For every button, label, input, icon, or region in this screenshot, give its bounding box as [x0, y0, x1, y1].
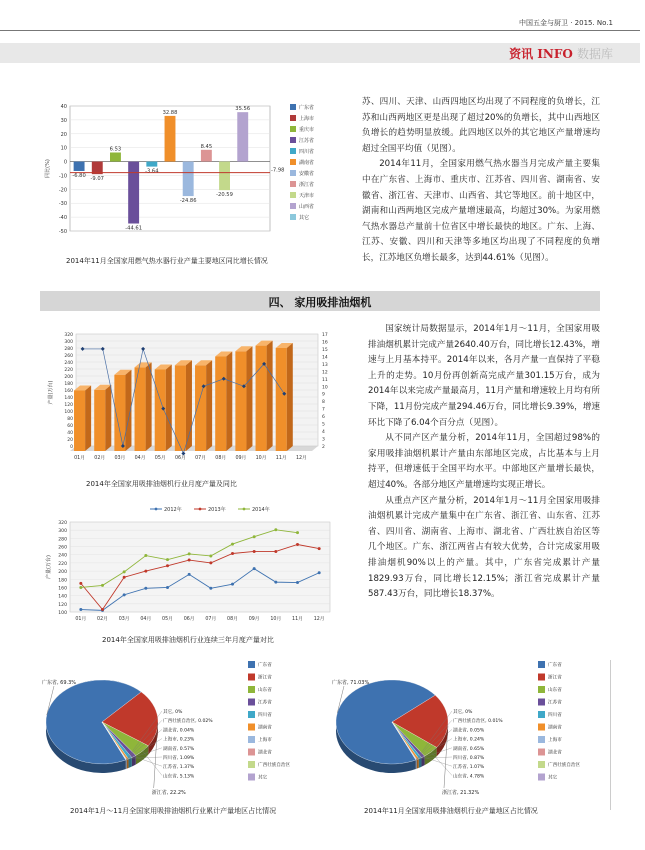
y-axis-label: 同比(%): [45, 159, 51, 178]
y-tick-label: 300: [64, 340, 73, 345]
bar-value-label: -6.80: [72, 173, 86, 179]
legend-label: 四川省: [258, 713, 272, 718]
label-leader: [143, 751, 162, 775]
bar-side: [105, 385, 111, 451]
y-tick-label: 60: [67, 424, 73, 429]
bar-value-label: 32.88: [162, 109, 178, 116]
pie-slice-side: [129, 758, 132, 768]
pie-label: 上海市, 0.24%: [453, 737, 485, 743]
x-tick-label: 06月: [183, 617, 195, 622]
series-point: [253, 535, 256, 538]
series-point: [253, 550, 256, 553]
series-point: [318, 547, 321, 550]
legend-label: 湖南省: [258, 725, 272, 731]
series-point: [123, 576, 126, 579]
bar-side: [226, 352, 232, 452]
y-tick-label: 260: [64, 354, 73, 359]
y-tick-label: 180: [64, 382, 73, 387]
legend-label: 湖北省: [258, 750, 272, 756]
section-header-gray: 数据库: [576, 47, 613, 61]
pie-label: 广西壮族自治区, 0.01%: [453, 719, 503, 725]
x-tick-label: 02月: [97, 617, 108, 622]
y-tick-label: 280: [58, 537, 67, 543]
y2-tick-label: 3: [322, 437, 325, 443]
chart-pie-cumulative: [40, 660, 310, 800]
legend-swatch: [248, 749, 255, 756]
y-tick-label: 30: [60, 117, 67, 124]
pie-label: 广西壮族自治区, 0.02%: [163, 719, 213, 725]
legend-swatch: [290, 159, 296, 165]
y2-tick-label: 13: [322, 362, 328, 368]
series-point: [231, 543, 234, 546]
pie-label: 其它, 0%: [163, 710, 183, 715]
y-tick-label: 240: [58, 553, 67, 559]
bar-side: [246, 346, 252, 451]
legend-swatch: [248, 686, 255, 693]
legend-swatch: [290, 115, 296, 121]
x-tick-label: 05月: [162, 617, 173, 622]
caption-chart4: 2014年1月～11月全国家用吸排油烟机行业累计产量地区占比情况: [70, 807, 277, 815]
bar-front: [74, 390, 85, 451]
y2-tick-label: 6: [322, 415, 325, 421]
y-tick-label: 120: [58, 602, 67, 608]
series-point: [296, 531, 299, 534]
y2-tick-label: 5: [322, 422, 325, 428]
pie-label: 湖南省, 0.57%: [163, 746, 195, 752]
pie-label: 湖北省, 0.05%: [453, 728, 485, 734]
legend-swatch: [538, 774, 545, 781]
x-tick-label: 11月: [292, 617, 303, 622]
series-point: [209, 587, 212, 590]
legend-label: 广东省: [299, 105, 315, 111]
top-paragraph-1: 苏、四川、天津、山西四地区均出现了不同程度的负增长，江苏和山西两地区更是出现了超过20%的负增长，其中山西地区负增长的趋势明显放缓。此四地区以外的其它地区产量增速均超过全国平均值（见图）。: [362, 97, 600, 154]
pie-label: 广东省, 71.03%: [332, 680, 370, 686]
x-tick-label: 09月: [235, 456, 247, 461]
legend-swatch: [248, 774, 255, 781]
y-tick-label: 40: [60, 104, 67, 110]
series-point: [144, 554, 147, 557]
series-point: [274, 581, 277, 584]
margin-rule: [610, 660, 611, 810]
section-heading-bar: [40, 291, 600, 311]
legend-label: 山东省: [258, 688, 272, 693]
y-tick-label: 120: [64, 403, 73, 408]
pie-label: 山东省, 4.78%: [453, 774, 485, 780]
series-point: [79, 608, 82, 611]
journal-issue: 中国五金与厨卫 · 2015. No.1: [518, 19, 613, 27]
x-tick-label: 06月: [174, 456, 186, 461]
legend-label: 广东省: [548, 663, 562, 668]
legend-label: 广西壮族自治区: [548, 763, 581, 768]
y-tick-label: 240: [64, 361, 73, 366]
bar: [74, 162, 85, 171]
y-tick-label: 220: [58, 561, 67, 567]
bar-side: [146, 362, 152, 451]
legend-marker: [155, 508, 158, 511]
series-point: [188, 559, 191, 562]
bar-front: [135, 367, 146, 451]
bar-value-label: 6.53: [109, 146, 122, 153]
x-tick-label: 09月: [248, 617, 260, 622]
y-tick-label: 20: [67, 438, 73, 443]
pie-slice-side: [126, 760, 127, 769]
x-tick-label: 08月: [215, 456, 227, 461]
bar: [165, 116, 176, 162]
legend-label: 湖南省: [548, 725, 562, 731]
section-heading: 四、 家用吸排油烟机: [268, 296, 372, 309]
legend-swatch: [538, 724, 545, 731]
legend-swatch: [248, 674, 255, 681]
legend-label: 浙江省: [299, 182, 315, 188]
x-tick-label: 01月: [75, 617, 87, 622]
bar-side: [166, 364, 172, 451]
series-point: [79, 582, 82, 585]
x-tick-label: 03月: [114, 456, 126, 461]
series-point: [166, 564, 169, 567]
chart-three-year-compare: [40, 500, 350, 630]
main-text: [368, 322, 600, 603]
y2-tick-label: 15: [322, 347, 328, 353]
y-tick-label: 320: [64, 333, 73, 338]
x-tick-label: 12月: [295, 456, 307, 461]
legend-swatch: [248, 699, 255, 706]
legend-label: 上海市: [299, 116, 315, 122]
x-tick-label: 11月: [275, 456, 287, 461]
main-paragraph-1: 国家统计局数据显示，2014年1月～11月，全国家用吸排油烟机累计完成产量2640.40万台，同比增长12.43%，增速与上月基本持平。2014年以来，各月产量一直保持了平稳上升的走势。10月份再创新高完成产量301.15万台，成为2014年以来完成产量最高月，11月产量和增速较上月均有所下降，11月份完成产量294.46万台，同比增长9.39%，增速环比下降了6.04个百分点（见图）。: [368, 324, 600, 428]
y2-tick-label: 8: [322, 400, 325, 406]
series-point: [166, 558, 169, 561]
chart-monthly-output: [40, 326, 350, 476]
y-axis-label: 产量(万台): [48, 380, 54, 405]
average-line-label: -7.98: [271, 167, 285, 174]
x-tick-label: 07月: [205, 617, 217, 622]
legend-label: 2012年: [164, 507, 182, 513]
pie-label: 江苏省, 1.37%: [163, 765, 195, 771]
legend-swatch: [248, 736, 255, 743]
legend-label: 山西省: [299, 204, 315, 210]
bar: [219, 162, 230, 191]
pie-label: 广东省, 69.3%: [42, 680, 77, 686]
y2-tick-label: 10: [322, 385, 328, 391]
bar: [146, 162, 157, 167]
legend-swatch: [538, 699, 545, 706]
legend-swatch: [248, 711, 255, 718]
legend-label: 广西壮族自治区: [258, 763, 291, 768]
legend-swatch: [290, 170, 296, 176]
series-point: [166, 586, 169, 589]
main-paragraph-2: 从不同产区产量分析，2014年11月，全国超过98%的家用吸排油烟机累计产量由东部地区完成，占比基本与上月持平，但增速低于全国平均水平。中部地区产量增长最快，超过40%。各部分地区产量增速均实现正增长。: [368, 433, 600, 490]
series-point: [144, 570, 147, 573]
bar: [183, 162, 194, 197]
legend-swatch: [538, 749, 545, 756]
pie-label: 山东省, 5.13%: [163, 774, 195, 780]
legend-swatch: [248, 661, 255, 668]
series-point: [231, 552, 234, 555]
legend-swatch: [290, 192, 296, 198]
legend-swatch: [290, 148, 296, 154]
bar-side: [186, 360, 192, 451]
series-point: [209, 554, 212, 557]
series-point: [318, 571, 321, 574]
bar: [110, 152, 121, 161]
x-tick-label: 08月: [227, 617, 238, 622]
pie-slice-side: [127, 759, 129, 769]
legend-label: 重庆市: [299, 127, 315, 133]
y2-tick-label: 2: [322, 445, 325, 450]
pie-label: 湖北省, 0.04%: [163, 728, 195, 734]
series-point: [209, 561, 212, 564]
legend-label: 湖北省: [548, 750, 562, 756]
bar: [201, 150, 212, 162]
legend-label: 江苏省: [258, 700, 272, 706]
pie-slice-side: [416, 760, 417, 769]
x-tick-label: 07月: [195, 456, 207, 461]
legend-label: 江苏省: [548, 700, 562, 706]
growth-marker: [181, 451, 185, 455]
legend-label: 湖南省: [299, 160, 315, 166]
series-point: [123, 593, 126, 596]
bar-front: [276, 348, 287, 451]
legend-swatch: [290, 214, 296, 220]
legend-label: 2013年: [208, 507, 226, 513]
legend-label: 上海市: [548, 738, 562, 743]
bar-side: [206, 360, 212, 451]
y-tick-label: 220: [64, 368, 73, 373]
y-tick-label: -20: [58, 187, 67, 194]
series-point: [274, 528, 277, 531]
series-point: [253, 567, 256, 570]
bar-side: [267, 341, 273, 451]
y-tick-label: 200: [64, 375, 73, 380]
x-tick-label: 12月: [313, 617, 325, 622]
pie-slice-side: [419, 758, 422, 768]
header-rule: [0, 30, 640, 31]
series-point: [296, 581, 299, 584]
pie-label: 四川省, 0.87%: [453, 756, 485, 761]
y-tick-label: 20: [60, 131, 67, 138]
y2-tick-label: 17: [322, 333, 328, 338]
x-tick-label: 02月: [94, 456, 106, 461]
x-tick-label: 10月: [255, 456, 267, 461]
bar-value-label: 8.45: [200, 143, 213, 150]
main-paragraph-3: 从重点产区产量分析，2014年1月～11月全国家用吸排油烟机累计完成产量集中在广东省、浙江省、山东省、江苏省、四川省、湖南省、上海市、湖北省、广西壮族自治区等几个地区。广东、浙江两省占有较大优势，合计完成家用吸排油烟机90%以上的产量。其中，广东省完成累计产量1829.93万台，同比增长12.15%；浙江省完成累计产量587.43万台，同比增长18.37%。: [368, 495, 600, 600]
y-tick-label: 140: [58, 594, 67, 600]
x-tick-label: 05月: [154, 456, 166, 461]
y-tick-label: 0: [70, 445, 73, 450]
bar-front: [256, 346, 267, 451]
top-text: [362, 95, 600, 267]
y-axis-label: 产量(万台): [46, 555, 52, 579]
series-point: [144, 587, 147, 590]
legend-swatch: [290, 137, 296, 143]
top-paragraph-2: 2014年11月，全国家用燃气热水器当月完成产量主要集中在广东省、上海市、重庆市、江苏省、四川省、湖南省、安徽省、浙江省、天津市、山西省、其它等地区。前十地区中，湖南和山西两地区完成产量增速最高，均超过30%。为家用燃气热水器总产量前十位省区中增长最快的地区。广东、上海、江苏、安徽、四川和天津等多地区均出现了不同程度的负增长，江苏地区负增长最多，达到44.61%（见图）。: [362, 159, 600, 263]
y-tick-label: 140: [64, 396, 73, 401]
y-tick-label: 0: [63, 159, 67, 166]
legend-marker: [199, 508, 202, 511]
pie-label: 湖南省, 0.65%: [453, 746, 485, 752]
series-point: [231, 583, 234, 586]
pie-slice-side: [417, 759, 419, 769]
y-tick-label: 40: [67, 431, 73, 436]
x-tick-label: 04月: [134, 456, 146, 461]
pie-label: 浙江省, 21.32%: [441, 790, 480, 796]
section-header-red: 资讯 INFO: [509, 47, 573, 61]
bar-value-label: -9.07: [90, 176, 104, 183]
y2-tick-label: 4: [322, 430, 325, 436]
y-tick-label: 100: [58, 611, 67, 616]
y-tick-label: 180: [58, 578, 67, 584]
y-tick-label: 200: [58, 570, 67, 576]
x-tick-label: 10月: [270, 617, 282, 622]
bar-side: [287, 343, 293, 451]
bar-value-label: -24.86: [179, 198, 197, 205]
y2-tick-label: 7: [322, 407, 325, 413]
y-tick-label: 160: [58, 586, 67, 592]
caption-chart1: 2014年11月全国家用燃气热水器行业产量主要地区同比增长情况: [66, 257, 268, 265]
bar: [237, 112, 248, 161]
legend-swatch: [290, 181, 296, 187]
series-point: [79, 586, 82, 589]
y-tick-label: 260: [58, 545, 67, 551]
series-point: [123, 570, 126, 573]
y-tick-label: 160: [64, 389, 73, 394]
caption-chart3: 2014年全国家用吸排油烟机行业连续三年月度产量对比: [102, 636, 274, 644]
legend-label: 其它: [548, 775, 558, 781]
bar-value-label: -44.61: [125, 225, 143, 232]
legend-label: 浙江省: [258, 675, 272, 681]
series-point: [101, 608, 104, 611]
pie-label: 四川省, 1.09%: [163, 756, 195, 761]
series-point: [274, 550, 277, 553]
legend-label: 其它: [258, 775, 268, 781]
chart-pie-november: [330, 660, 600, 800]
pie-label: 其它, 0%: [453, 710, 473, 715]
series-point: [188, 552, 191, 555]
caption-chart2: 2014年全国家用吸排油烟机行业月度产量及同比: [86, 480, 237, 488]
legend-label: 其它: [299, 215, 310, 221]
chart-gas-heater-growth: [40, 96, 340, 266]
legend-label: 四川省: [548, 713, 562, 718]
legend-label: 安徽省: [299, 171, 315, 177]
series-point: [101, 584, 104, 587]
x-tick-label: 03月: [118, 617, 130, 622]
y-tick-label: -30: [58, 201, 67, 208]
legend-swatch: [538, 686, 545, 693]
legend-swatch: [290, 126, 296, 132]
x-tick-label: 04月: [140, 617, 152, 622]
y-tick-label: 280: [64, 347, 73, 352]
bar-value-label: -20.59: [216, 192, 233, 199]
legend-label: 天津市: [299, 193, 315, 199]
legend-label: 四川省: [299, 149, 315, 155]
bar-value-label: 35.56: [235, 106, 251, 113]
legend-swatch: [538, 761, 545, 768]
legend-swatch: [290, 203, 296, 209]
legend-label: 江苏省: [299, 138, 315, 144]
bar-front: [215, 357, 226, 452]
y-tick-label: -50: [58, 229, 67, 235]
y-tick-label: 300: [58, 529, 67, 535]
label-leader: [431, 752, 452, 775]
legend-swatch: [538, 661, 545, 668]
section-header: [509, 45, 613, 62]
y-tick-label: 100: [64, 410, 73, 415]
legend-swatch: [248, 761, 255, 768]
pie-label: 江苏省, 1.07%: [453, 765, 485, 771]
bar-front: [235, 351, 246, 451]
y2-tick-label: 11: [322, 377, 328, 383]
pie-label: 浙江省, 22.2%: [151, 790, 186, 796]
legend-label: 山东省: [548, 688, 562, 693]
y2-tick-label: 9: [322, 392, 325, 398]
legend-swatch: [538, 736, 545, 743]
x-tick-label: 01月: [74, 456, 86, 461]
bar: [128, 162, 139, 224]
legend-swatch: [290, 104, 296, 110]
plot-area: [70, 522, 330, 612]
y-tick-label: 10: [60, 145, 67, 152]
legend-marker: [243, 508, 246, 511]
y2-tick-label: 12: [322, 370, 328, 376]
y2-tick-label: 14: [322, 355, 328, 361]
y-tick-label: 320: [58, 521, 67, 526]
y2-tick-label: 16: [322, 340, 328, 346]
legend-swatch: [248, 724, 255, 731]
legend-label: 广东省: [258, 663, 272, 668]
legend-swatch: [538, 674, 545, 681]
bar-value-label: -3.64: [145, 168, 159, 175]
y-tick-label: -10: [58, 173, 67, 180]
series-point: [296, 543, 299, 546]
legend-label: 2014年: [252, 507, 270, 513]
caption-chart5: 2014年11月全国家用吸排油烟机行业产量地区占比情况: [364, 807, 538, 815]
bar-side: [85, 385, 91, 451]
bar-front: [94, 390, 105, 451]
legend-label: 上海市: [258, 738, 272, 743]
legend-swatch: [538, 711, 545, 718]
pie-label: 上海市, 0.23%: [163, 737, 195, 743]
y-tick-label: -40: [58, 215, 67, 222]
y-tick-label: 80: [67, 417, 73, 422]
legend-label: 浙江省: [548, 675, 562, 681]
series-point: [188, 573, 191, 576]
